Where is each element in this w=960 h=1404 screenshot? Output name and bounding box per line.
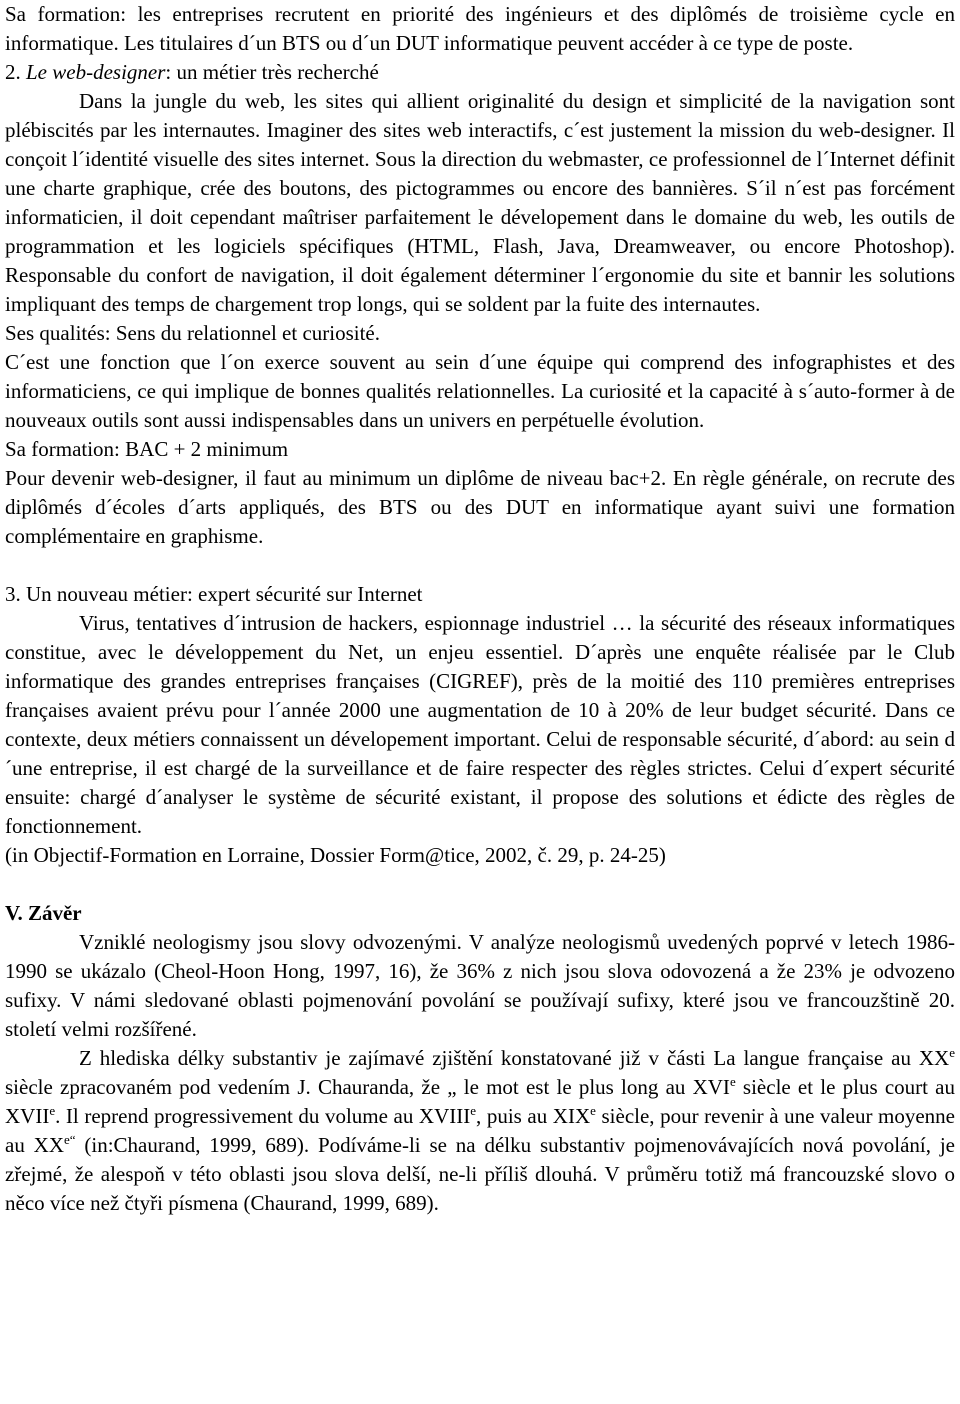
superscript: e	[729, 1074, 736, 1089]
section-number: 2.	[5, 60, 26, 84]
superscript: e	[49, 1103, 56, 1118]
superscript: e	[949, 1045, 955, 1060]
section-heading-conclusion: V. Závěr	[5, 901, 82, 925]
section-title-rest: : un métier très recherché	[165, 60, 379, 84]
paragraph-become-designer: Pour devenir web-designer, il faut au minimum un diplôme de niveau bac+2. En règle générale, on recrute des diplômés d´écoles d´arts appliqués, des BTS ou des DUT en informatique ayant suivi une formation complémentaire en graphisme.	[5, 466, 955, 548]
text-run: siècle et le plus court au XVII	[5, 1075, 956, 1128]
paragraph-team-function: C´est une fonction que l´on exerce souvent au sein d´une équipe qui comprend des infographistes et des informaticiens, ce qui implique de bonnes qualités relationnelles. La curiosité et la capacité à s´auto-former à de nouveaux outils sont aussi indispensables dans un univers en perpétuelle évolution.	[5, 350, 955, 432]
paragraph-security-expert: Virus, tentatives d´intrusion de hackers, espionnage industriel … la sécurité des réseaux informatiques constitue, avec le développement du Net, un enjeu essentiel. D´après une enquête réalisée par le Club informatique des grandes entreprises françaises (CIGREF), près de la moitié des 110 premières entreprises françaises avaient prévu pour l´année 2000 une augmentation de 10 à 20% de leur budget sécurité. Dans ce contexte, deux métiers connaissent un dévelopement important. Celui de responsable sécurité, d´abord: au sein d´une entreprise, il est chargé de la surveillance et de faire respecter des règles strictes. Celui d´expert sécurité ensuite: chargé d´analyser le système de sécurité existant, il propose des solutions et édicte des règles de fonctionnement.	[5, 611, 955, 838]
superscript: e	[590, 1103, 596, 1118]
paragraph-web-designer: Dans la jungle du web, les sites qui allient originalité du design et simplicité de la navigation sont plébiscités par les internautes. Imaginer des sites web interactifs, c´est justement la mission du web-designer. Il conçoit l´identité visuelle des sites internet. Sous la direction du webmaster, ce professionnel de l´Internet définit une charte graphique, crée des boutons, des pictogrammes ou encore des bannières. S´il n´est pas forcément informaticien, il doit cependant maîtriser parfaitement le dévelopement dans le domaine du web, les outils de programmation et les logiciels spécifiques (HTML, Flash, Java, Dreamweaver, ou encore Photoshop). Responsable du confort de navigation, il doit également déterminer l´ergonomie du site et bannir les solutions impliquant des temps de chargement trop longs, qui se soldent par la fuite des internautes.	[5, 89, 955, 316]
spacer	[5, 870, 955, 899]
text-run: Z hlediska délky substantiv je zajímavé zjištění konstatované již v části La langue française au XX	[79, 1046, 950, 1070]
paragraph-qualities: Ses qualités: Sens du relationnel et curiosité.	[5, 321, 381, 345]
paragraph-formation-bac: Sa formation: BAC + 2 minimum	[5, 437, 289, 461]
text-run: . Il reprend progressivement du volume au XVIII	[55, 1104, 471, 1128]
spacer	[5, 551, 955, 580]
section-heading-3: 3. Un nouveau métier: expert sécurité sur Internet	[5, 582, 423, 606]
citation: (in Objectif-Formation en Lorraine, Dossier Form@tice, 2002, č. 29, p. 24-25)	[5, 843, 666, 867]
section-heading-2	[5, 58, 955, 87]
text-run: siècle, pour revenir à une valeur moyenne au XX	[5, 1104, 956, 1157]
text-run: siècle zpracovaném pod vedením J. Chauranda, že „ le mot est le plus long au XVI	[5, 1075, 730, 1099]
text-run: , puis au XIX	[476, 1104, 591, 1128]
paragraph-neologisms: Vzniklé neologismy jsou slovy odvozenými. V analýze neologismů uvedených poprvé v letech 1986-1990 se ukázalo (Cheol-Hoon Hong, 1997, 16), že 36% z nich jsou slova odovozená a že 23% je odvozeno sufixy. V námi sledované oblasti pojmenování povolání se používají sufixy, které jsou ve francouzštině 20. století velmi rozšířené.	[5, 930, 955, 1041]
paragraph-formation-security: Sa formation: les entreprises recrutent en priorité des ingénieurs et des diplômés de troisième cycle en informatique. Les titulaires d´un BTS ou d´un DUT informatique peuvent accéder à ce type de poste.	[5, 2, 955, 55]
section-title-italic: Le web-designer	[26, 60, 166, 84]
superscript: e	[470, 1103, 477, 1118]
paragraph-word-length	[5, 1044, 955, 1218]
text-run: (in:Chaurand, 1999, 689). Podíváme-li se na délku substantiv pojmenovávajících nová povolání, je zřejmé, že alespoň v této oblasti jsou slova delší, ne-li příliš dlouhá. V průměru totiž má francouzské slovo o něco více než čtyři písmena (Chaurand, 1999, 689).	[5, 1133, 955, 1215]
superscript: e“	[64, 1132, 76, 1147]
